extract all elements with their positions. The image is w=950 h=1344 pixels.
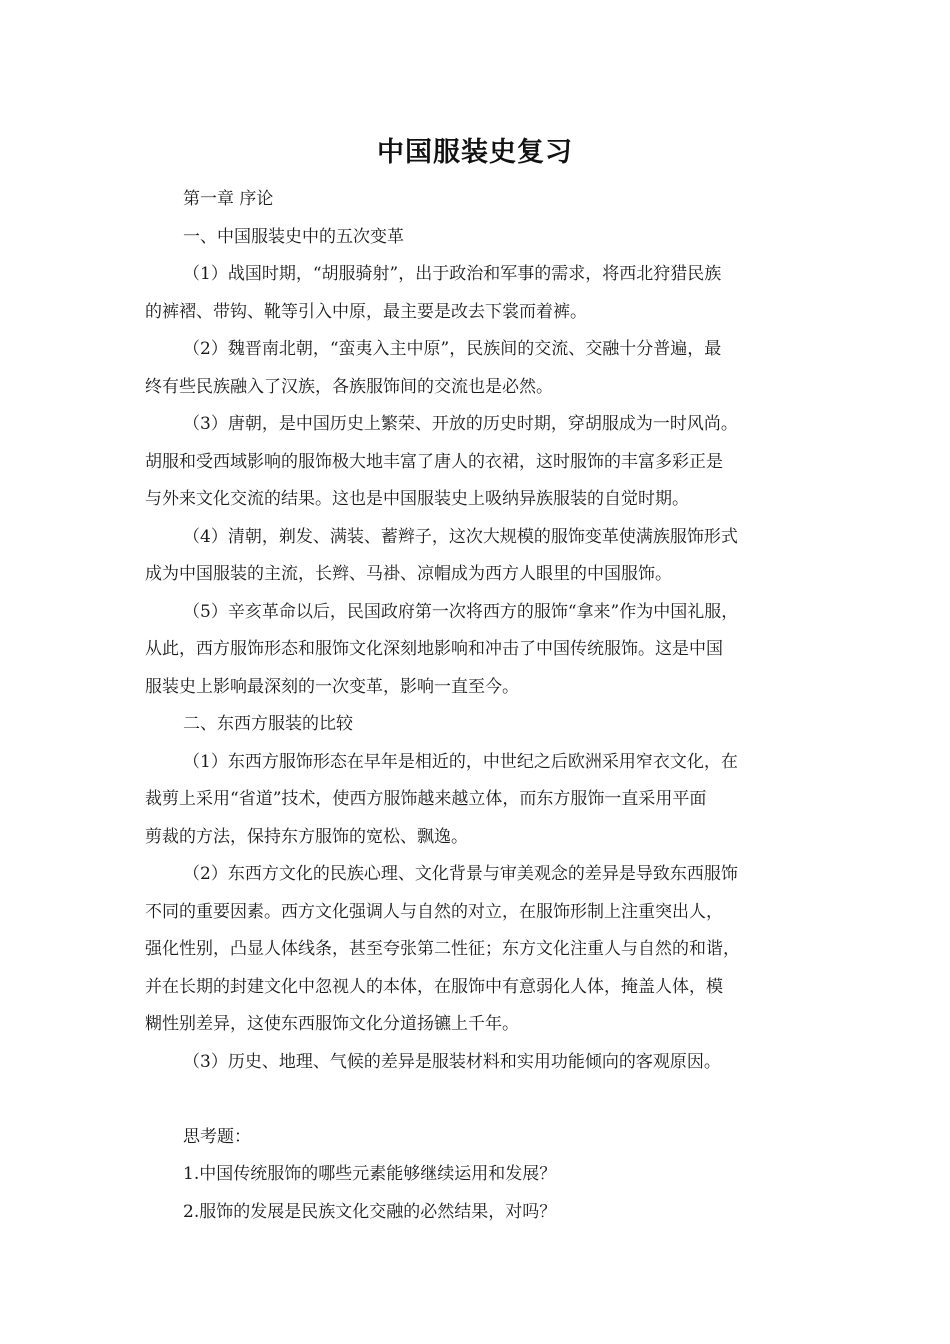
paragraph-line: 糊性别差异，这使东西服饰文化分道扬镳上千年。 xyxy=(145,1014,519,1034)
document-body xyxy=(145,181,810,1231)
paragraph-line: 并在长期的封建文化中忽视人的本体，在服饰中有意弱化人体，掩盖人体，模 xyxy=(145,976,723,997)
paragraph-line: （1）东西方服饰形态在早年是相近的，中世纪之后欧洲采用窄衣文化，在 xyxy=(183,751,738,772)
paragraph-line: 剪裁的方法，保持东方服饰的宽松、飘逸。 xyxy=(145,826,468,847)
paragraph-line: 强化性别，凸显人体线条，甚至夸张第二性征；东方文化注重人与自然的和谐， xyxy=(145,939,740,959)
blank-line xyxy=(145,1081,810,1119)
paragraph-2 xyxy=(145,331,810,406)
paragraph-6 xyxy=(145,744,810,857)
paragraph-4 xyxy=(145,519,810,594)
paragraph-line: 的裤褶、带钩、靴等引入中原，最主要是改去下裳而着裤。 xyxy=(145,301,587,322)
paragraph-line: （4）清朝，剃发、满装、蓄辫子，这次大规模的服饰变革使满族服饰形式 xyxy=(183,526,738,547)
paragraph-line: 胡服和受西域影响的服饰极大地丰富了唐人的衣裙，这时服饰的丰富多彩正是 xyxy=(145,451,723,472)
paragraph-line: （3）历史、地理、气候的差异是服装材料和实用功能倾向的客观原因。 xyxy=(183,1051,721,1072)
paragraph-line: 不同的重要因素。西方文化强调人与自然的对立，在服饰形制上注重突出人， xyxy=(145,901,723,922)
paragraph-line: （2）魏晋南北朝，“蛮夷入主中原”，民族间的交流、交融十分普遍，最 xyxy=(183,339,722,359)
question-item-2: 2.服饰的发展是民族文化交融的必然结果，对吗？ xyxy=(183,1201,557,1222)
paragraph-3 xyxy=(145,406,810,519)
paragraph-line: （2）东西方文化的民族心理、文化背景与审美观念的差异是导致东西服饰 xyxy=(183,864,738,884)
paragraph-line: 与外来文化交流的结果。这也是中国服装史上吸纳异族服装的自觉时期。 xyxy=(145,489,689,509)
paragraph-line: 从此，西方服饰形态和服饰文化深刻地影响和冲击了中国传统服饰。这是中国 xyxy=(145,639,723,659)
paragraph-8 xyxy=(145,1044,810,1082)
section-heading-1: 一、中国服装史中的五次变革 xyxy=(183,226,404,247)
questions-heading: 思考题： xyxy=(183,1126,251,1147)
chapter-heading: 第一章 序论 xyxy=(183,189,274,209)
paragraph-line: 终有些民族融入了汉族，各族服饰间的交流也是必然。 xyxy=(145,376,553,397)
paragraph-line: （1）战国时期，“胡服骑射”，出于政治和军事的需求，将西北狩猎民族 xyxy=(183,264,722,284)
question-item-1: 1.中国传统服饰的哪些元素能够继续运用和发展？ xyxy=(183,1164,557,1184)
paragraph-1 xyxy=(145,256,810,331)
paragraph-line: 服装史上影响最深刻的一次变革，影响一直至今。 xyxy=(145,676,519,697)
paragraph-line: 裁剪上采用“省道”技术，使西方服饰越来越立体，而东方服饰一直采用平面 xyxy=(145,789,707,809)
paragraph-5 xyxy=(145,594,810,707)
paragraph-line: （5）辛亥革命以后，民国政府第一次将西方的服饰“拿来”作为中国礼服， xyxy=(183,601,739,622)
paragraph-line: 成为中国服装的主流，长辫、马褂、凉帽成为西方人眼里的中国服饰。 xyxy=(145,564,672,584)
section-heading-2: 二、东西方服装的比较 xyxy=(183,714,353,734)
paragraph-7 xyxy=(145,856,810,1044)
paragraph-line: （3）唐朝，是中国历史上繁荣、开放的历史时期，穿胡服成为一时风尚。 xyxy=(183,414,738,434)
page-title: 中国服装史复习 xyxy=(377,137,573,168)
